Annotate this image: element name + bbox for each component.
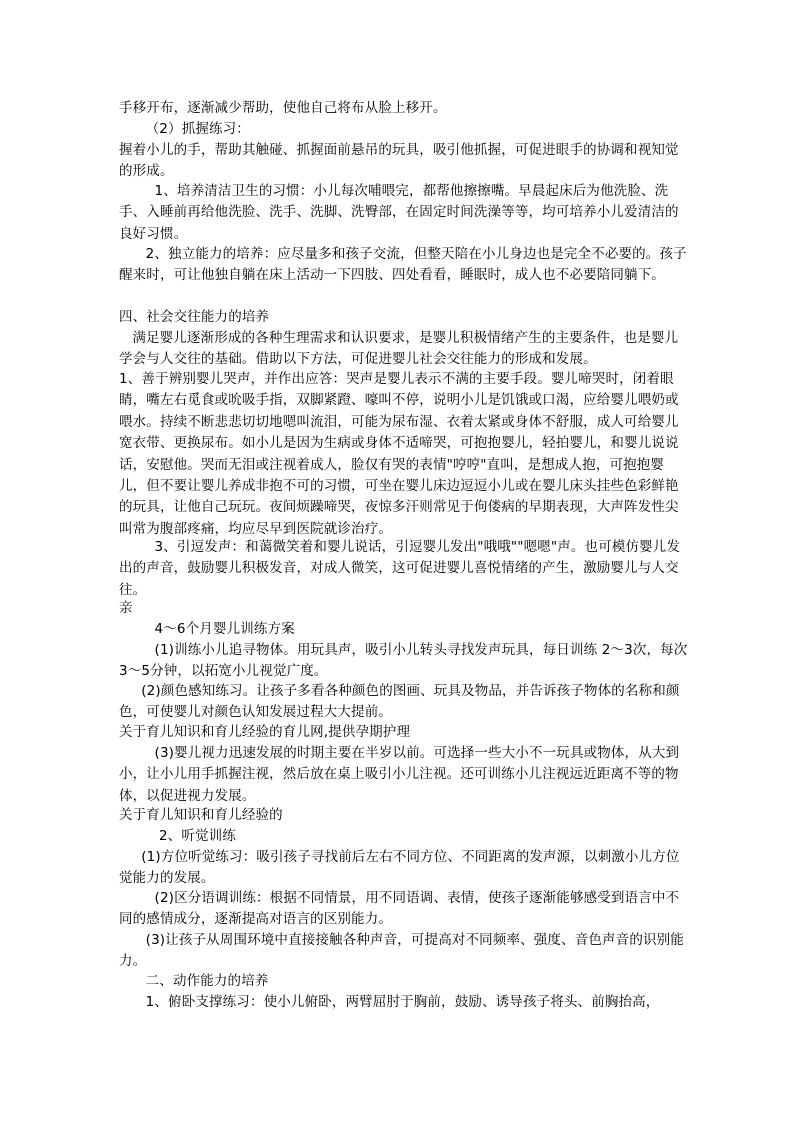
paragraph: 握着小儿的手，帮助其触碰、抓握面前悬吊的玩具，吸引他抓握，可促进眼手的协调和视知觉的形成。	[119, 142, 679, 180]
paragraph: 亲	[119, 600, 133, 616]
paragraph: 1、培养清洁卫生的习惯：小儿每次哺喂完，都帮他擦擦嘴。早晨起床后为他洗脸、洗手、入睡前再给他洗脸、洗手、洗脚、洗臀部，在固定时间洗澡等等，均可培养小儿爱清洁的良好习惯。	[119, 183, 679, 242]
section-heading: 4～6个月婴儿训练方案	[119, 621, 295, 637]
paragraph: (2)区分语调训练：根据不同情景，用不同语调、表情，使孩子逐渐能够感受到语言中不同的感情成分，逐渐提高对语言的区别能力。	[119, 890, 680, 928]
paragraph: (2)颜色感知练习。让孩子多看各种颜色的图画、玩具及物品，并告诉孩子物体的名称和颜色，可使婴儿对颜色认知发展过程大大提前。	[119, 683, 680, 721]
paragraph: （2）抓握练习：	[119, 121, 250, 137]
paragraph: 1、俯卧支撑练习：使小儿俯卧，两臂屈肘于胸前，鼓励、诱导孩子将头、前胸抬高，	[119, 994, 660, 1010]
paragraph: 关于育儿知识和育儿经验的	[119, 807, 283, 823]
paragraph: 关于育儿知识和育儿经验的育儿网,提供孕期护理	[119, 724, 411, 740]
section-heading: 2、听觉训练	[119, 828, 236, 844]
section-heading: 四、社会交往能力的培养	[119, 309, 270, 325]
paragraph: 3、引逗发声：和蔼微笑着和婴儿说话，引逗婴儿发出"哦哦""嗯嗯"声。也可模仿婴儿发出的声音，鼓励婴儿积极发音，对成人微笑，这可促进婴儿喜悦情绪的产生，激励婴儿与人交往。	[119, 539, 681, 598]
paragraph: 1、善于辨别婴儿哭声，并作出应答：哭声是婴儿表示不满的主要手段。婴儿啼哭时，闭着眼睛，嘴左右觅食或吮吸手指，双脚紧蹬、嚎叫不停，说明小儿是饥饿或口渴，应给婴儿喂奶或喂水。持续不断悲悲切切地嗯叫流泪，可能为尿布湿、衣着太紧或身体不舒服，成人可给婴儿宽衣带、更换尿布。如小儿是因为生病或身体不适啼哭，可抱抱婴儿，轻拍婴儿，和婴儿说说话，安慰他。哭而无泪或注视着成人，脸仅有哭的表情"哼哼"直叫，是想成人抱，可抱抱婴儿，但不要让婴儿养成非抱不可的习惯，可坐在婴儿床边逗逗小儿或在婴儿床头挂些色彩鲜艳的玩具，让他自己玩玩。夜间烦躁啼哭，夜惊多汗则常见于佝偻病的早期表现，大声阵发性尖叫常为腹部疼痛，均应尽早到医院就诊治疗。	[119, 371, 679, 537]
paragraph: 手移开布，逐渐减少帮助，使他自己将布从脸上移开。	[119, 100, 447, 116]
paragraph: 满足婴儿逐渐形成的各种生理需求和认识要求，是婴儿积极情绪产生的主要条件，也是婴儿学会与人交往的基础。借助以下方法，可促进婴儿社会交往能力的形成和发展。	[119, 330, 679, 368]
paragraph: (1)方位听觉练习：吸引孩子寻找前后左右不同方位、不同距离的发声源，以刺激小儿方位觉能力的发展。	[119, 849, 680, 887]
section-heading: 二、动作能力的培养	[119, 973, 269, 989]
paragraph: 2、独立能力的培养：应尽量多和孩子交流，但整天陪在小儿身边也是完全不必要的。孩子醒来时，可让他独自躺在床上活动一下四肢、四处看看，睡眠时，成人也不必要陪同躺下。	[119, 246, 687, 284]
paragraph: (3)让孩子从周围环境中直接接触各种声音，可提高对不同频率、强度、音色声音的识别能力。	[119, 932, 684, 970]
paragraph: (1)训练小儿追寻物体。用玩具声，吸引小儿转头寻找发声玩具，每日训练 2～3次，每次 3～5分钟，以拓宽小儿视觉广度。	[119, 642, 692, 680]
paragraph: (3)婴儿视力迅速发展的时期主要在半岁以前。可选择一些大小不一玩具或物体，从大到小，让小儿用手抓握注视，然后放在桌上吸引小儿注视。还可训练小儿注视远近距离不等的物体，以促进视力发展。	[119, 745, 680, 804]
